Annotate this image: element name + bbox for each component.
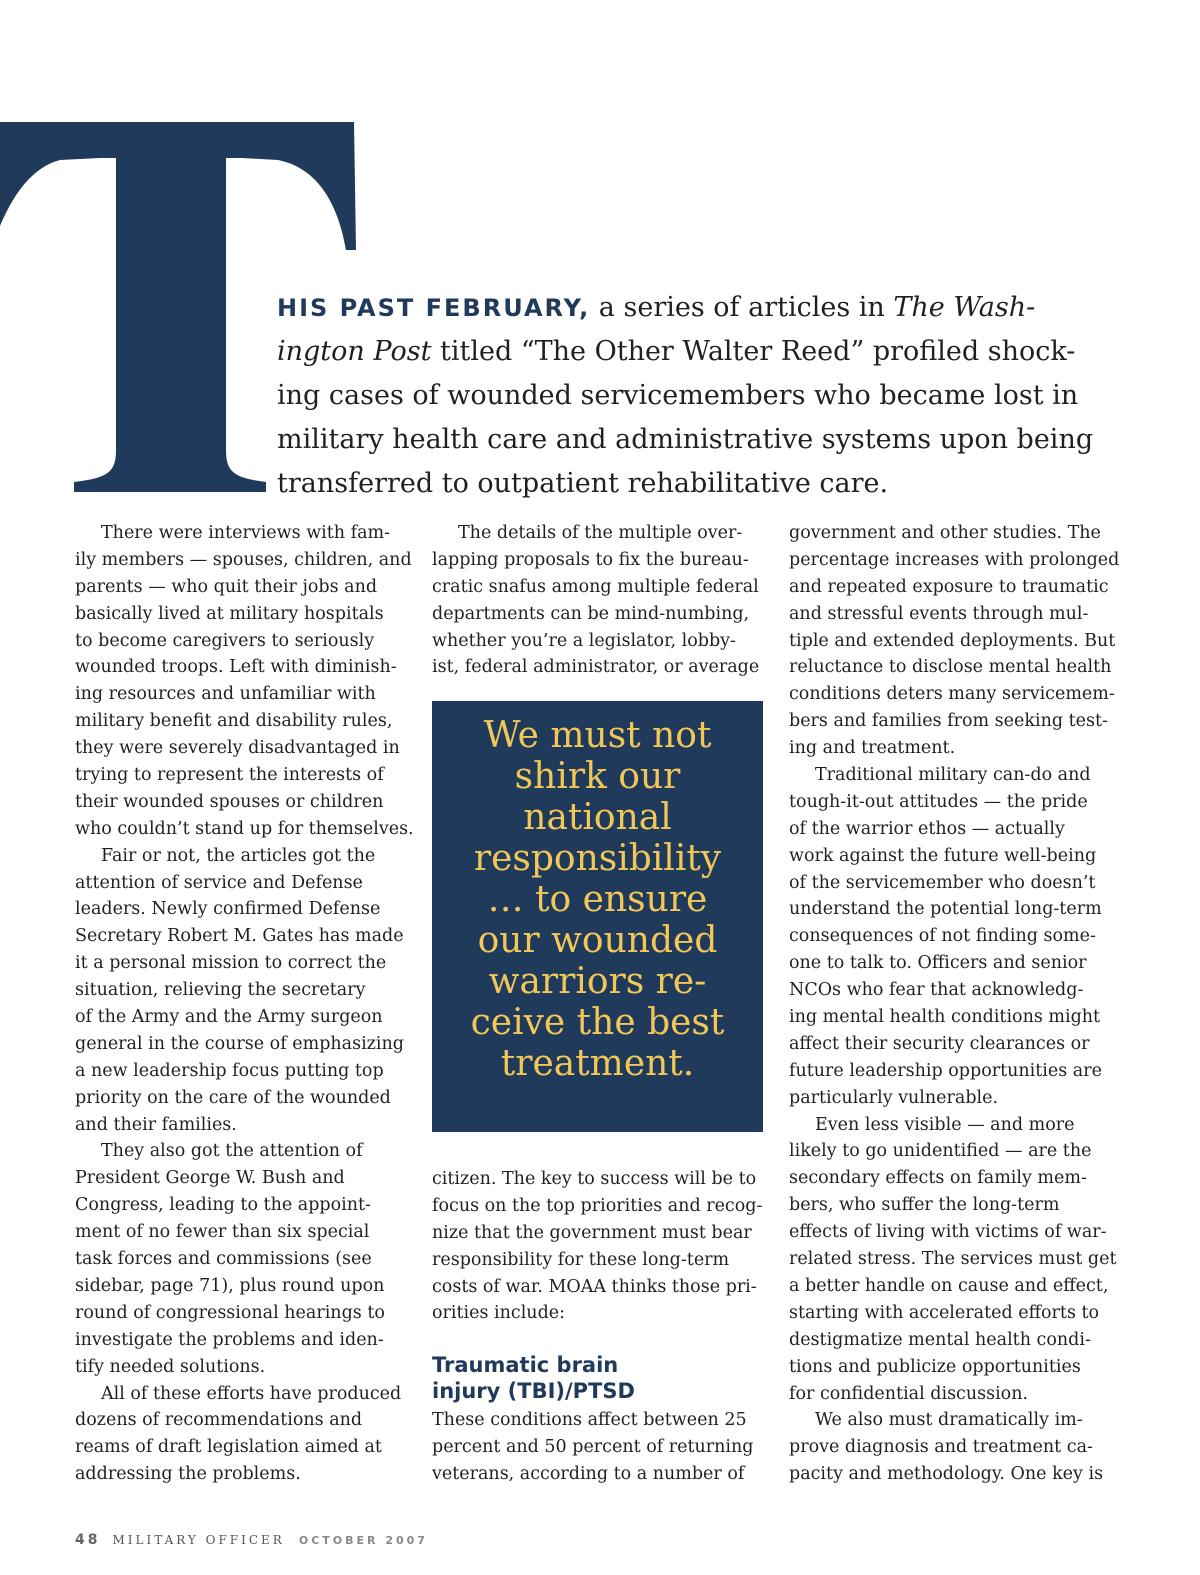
text-line: tough-it-out attitudes — the pride (789, 791, 1088, 812)
text-line: addressing the problems. (75, 1464, 301, 1485)
text-line: who couldn’t stand up for themselves. (75, 818, 414, 839)
body-column-2-top (432, 520, 767, 681)
text-line: ist, federal administrator, or average (432, 657, 760, 678)
text-line: ing mental health conditions might (789, 1007, 1101, 1028)
body-column-2-bottom (432, 1166, 767, 1327)
text-line: costs of war. MOAA thinks those pri- (432, 1276, 757, 1297)
pull-quote-box (432, 701, 763, 1132)
text-line: citizen. The key to success will be to (432, 1169, 757, 1189)
text-line: Secretary Robert M. Gates has made (75, 926, 404, 947)
text-line: Traditional military can-do and (815, 765, 1091, 786)
text-line: orities include: (432, 1303, 566, 1324)
text-line: of the servicemember who doesn’t (789, 872, 1096, 893)
text-line: reluctance to disclose mental health (789, 657, 1112, 678)
text-line: and repeated exposure to traumatic (789, 576, 1109, 597)
text-line: tiple and extended deployments. But (789, 630, 1116, 651)
text-line: responsibility for these long-term (432, 1249, 730, 1270)
subhead-line: Traumatic brain (432, 1353, 619, 1377)
page-footer (75, 1532, 428, 1552)
text-line: trying to represent the interests of (75, 765, 384, 786)
pull-quote-line: We must not (483, 715, 712, 756)
text-line: Congress, leading to the appoint- (75, 1195, 371, 1216)
pull-quote-line: our wounded (477, 920, 718, 961)
text-line: conditions deters many servicemem- (789, 684, 1115, 705)
text-line: pacity and methodology. One key is (789, 1464, 1104, 1485)
text-line: President George W. Bush and (75, 1168, 345, 1189)
text-line: their wounded spouses or children (75, 791, 384, 812)
text-line: wounded troops. Left with diminish- (75, 657, 397, 678)
text-line: effects of living with victims of war- (789, 1222, 1107, 1243)
text-line: starting with accelerated efforts to (789, 1302, 1100, 1323)
text-line: percentage increases with prolonged (789, 549, 1120, 570)
pull-quote-line: treatment. (500, 1043, 695, 1084)
text-line: They also got the attention of (101, 1141, 363, 1162)
issue-date: OCTOBER 2007 (298, 1534, 428, 1547)
pull-quote-line: warriors re- (488, 961, 707, 1002)
text-line: they were severely disadvantaged in (75, 738, 400, 759)
text-line: parents — who quit their jobs and (75, 576, 378, 597)
text-line: one to talk to. Officers and senior (789, 953, 1087, 974)
text-line: departments can be mind-numbing, (432, 603, 750, 624)
text-line: likely to go unidentified — are the (789, 1141, 1092, 1162)
body-column-1 (75, 520, 415, 1488)
pull-quote-line: … to ensure (487, 879, 708, 920)
text-line: The details of the multiple over- (458, 523, 743, 543)
text-line: general in the course of emphasizing (75, 1033, 404, 1054)
text-line: nize that the government must bear (432, 1222, 752, 1243)
text-line: of the warrior ethos — actually (789, 818, 1065, 839)
text-line: investigate the problems and iden- (75, 1329, 384, 1350)
text-line: whether you’re a legislator, lobby- (432, 630, 736, 651)
text-line: ment of no fewer than six special (75, 1222, 370, 1243)
text-line: affect their security clearances or (789, 1033, 1090, 1054)
text-line: NCOs who fear that acknowledg- (789, 980, 1084, 1001)
text-line: a better handle on cause and effect, (789, 1275, 1109, 1296)
pull-quote-line: shirk our (514, 756, 681, 797)
subhead-line: injury (TBI)/PTSD (432, 1379, 635, 1403)
text-line: tify needed solutions. (75, 1356, 266, 1377)
text-line: and their families. (75, 1114, 237, 1135)
text-line: percent and 50 percent of returning (432, 1436, 754, 1457)
text-line: it a personal mission to correct the (75, 953, 387, 974)
text-line: consequences of not finding some- (789, 926, 1096, 947)
text-line: understand the potential long-term (789, 899, 1102, 920)
text-line: bers, who suffer the long-term (789, 1195, 1060, 1216)
text-line: destigmatize mental health condi- (789, 1329, 1091, 1350)
text-line: related stress. The services must get (789, 1249, 1117, 1270)
text-line: ing resources and unfamiliar with (75, 684, 376, 705)
text-line: focus on the top priorities and recog- (432, 1195, 763, 1216)
text-line: Even less visible — and more (815, 1114, 1075, 1135)
pull-quote-line: ceive the best (470, 1002, 725, 1043)
text-line: work against the future well-being (789, 845, 1097, 866)
text-line: All of these efforts have produced (101, 1383, 402, 1404)
text-line: situation, relieving the secretary (75, 980, 366, 1001)
text-line: future leadership opportunities are (789, 1060, 1102, 1081)
text-line: to become caregivers to seriously (75, 630, 375, 651)
text-line: task forces and commissions (see (75, 1249, 372, 1270)
text-line: There were interviews with fam- (101, 523, 391, 543)
text-line: basically lived at military hospitals (75, 603, 384, 624)
text-line: leaders. Newly confirmed Defense (75, 899, 381, 920)
text-line: tions and publicize opportunities (789, 1356, 1081, 1377)
text-line: Fair or not, the articles got the (101, 845, 376, 866)
text-line: lapping proposals to fix the bureau- (432, 549, 749, 570)
pull-quote-line: national (523, 797, 672, 838)
text-line: veterans, according to a number of (432, 1463, 745, 1484)
text-line: a new leadership focus putting top (75, 1060, 384, 1081)
text-line: sidebar, page 71), plus round upon (75, 1275, 385, 1296)
text-line: for confidential discussion. (789, 1383, 1029, 1404)
text-line: reams of draft legislation aimed at (75, 1437, 382, 1458)
text-line: priority on the care of the wounded (75, 1087, 391, 1108)
section-subhead (432, 1352, 767, 1404)
text-line: ily members — spouses, children, and (75, 549, 412, 570)
text-line: bers and families from seeking test- (789, 711, 1108, 732)
text-line: These conditions affect between 25 (432, 1410, 747, 1430)
lead-paragraph: HIS PAST FEBRUARY, a series of articles in The Wash- ington Post titled “The Other Walter Reed” profiled shock- ing cases of wounded servicemembers who became lost in military health care and administrative systems upon being transferred to outpatient rehabilitative care. (277, 292, 1094, 499)
text-line: government and other studies. The (789, 523, 1101, 543)
text-line: We also must dramatically im- (815, 1410, 1083, 1431)
page-number: 48 (75, 1532, 101, 1548)
body-column-2-end (432, 1407, 767, 1488)
magazine-name: MILITARY OFFICER (112, 1533, 285, 1547)
pull-quote-line: responsibility (473, 838, 722, 879)
lead-caps: HIS PAST FEBRUARY, (277, 294, 591, 322)
text-line: prove diagnosis and treatment ca- (789, 1437, 1093, 1458)
text-line: of the Army and the Army surgeon (75, 1007, 383, 1028)
text-line: military benefit and disability rules, (75, 711, 393, 732)
text-line: dozens of recommendations and (75, 1410, 363, 1431)
text-line: round of congressional hearings to (75, 1302, 385, 1323)
body-column-3 (789, 520, 1129, 1488)
text-line: cratic snafus among multiple federal (432, 576, 759, 597)
text-line: and stressful events through mul- (789, 603, 1089, 624)
text-line: secondary effects on family mem- (789, 1168, 1087, 1189)
text-line: ing and treatment. (789, 738, 956, 759)
text-line: attention of service and Defense (75, 872, 363, 893)
text-line: particularly vulnerable. (789, 1087, 999, 1108)
